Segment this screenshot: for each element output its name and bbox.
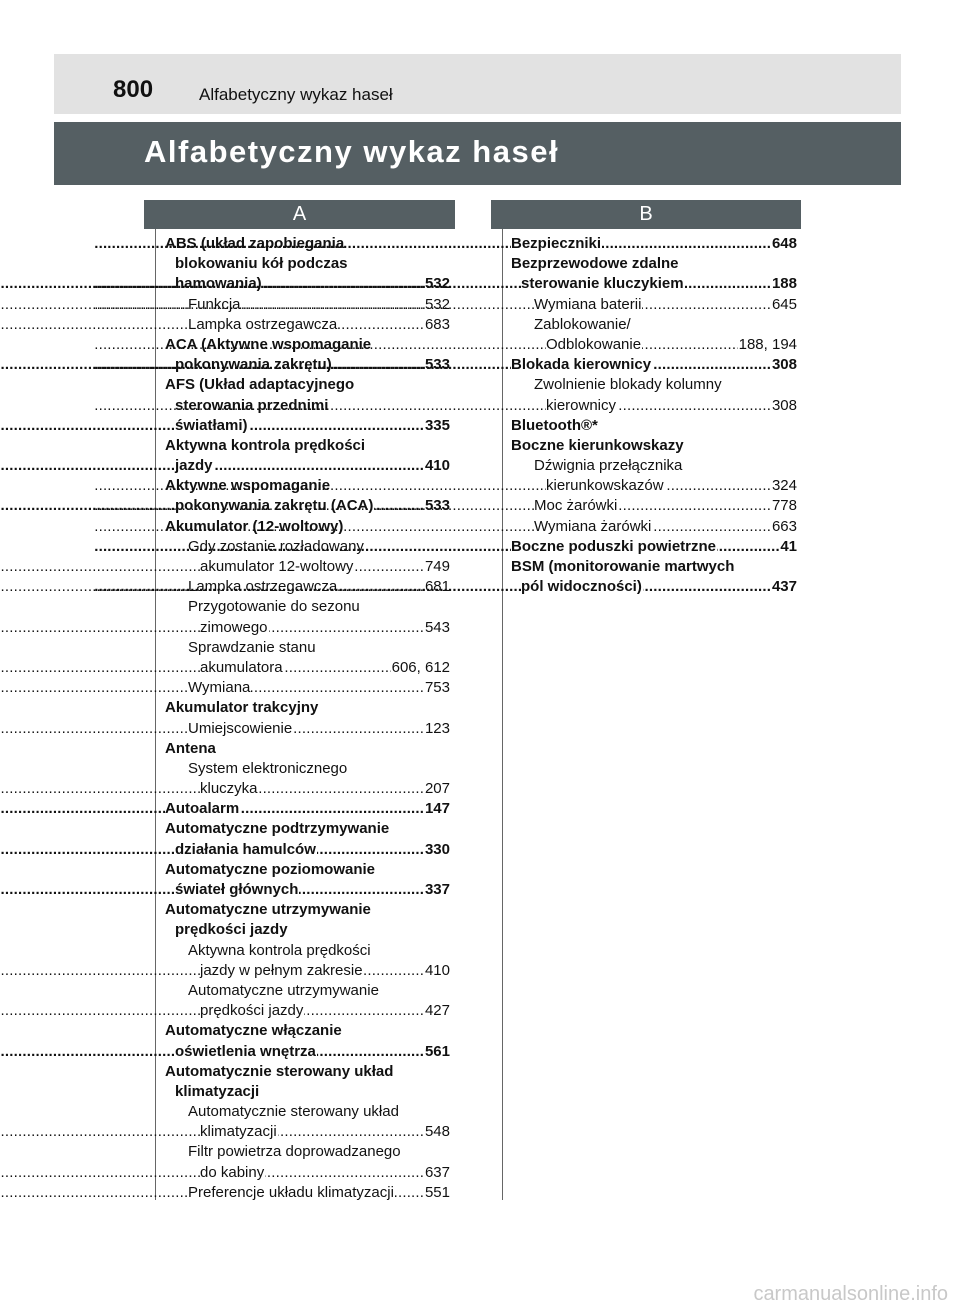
entry-term: Automatyczne podtrzymywanie [165, 820, 390, 838]
entry-term: Aktywna kontrola prędkości [188, 941, 371, 959]
entry-term: Automatyczne utrzymywanie [165, 901, 371, 919]
index-entry [165, 739, 450, 759]
index-entry [165, 941, 450, 961]
entry-term: prędkości jazdy [200, 1002, 304, 1020]
entry-page: 778 [771, 497, 797, 515]
entry-term: Automatyczne włączanie [165, 1022, 342, 1040]
entry-term: Filtr powietrza doprowadzanego [188, 1143, 401, 1161]
index-entry [511, 315, 797, 335]
entry-term: Sprawdzanie stanu [188, 638, 316, 656]
entry-page: 41 [780, 537, 797, 555]
index-entry [165, 1042, 450, 1062]
index-entry [165, 1163, 450, 1183]
entry-term: pokonywania zakrętu (ACA) [175, 497, 374, 515]
entry-page: 437 [771, 578, 797, 596]
entry-page: 427 [424, 1002, 450, 1020]
index-entry [165, 456, 450, 476]
index-entry [511, 537, 797, 557]
entry-term: świateł głównych [175, 881, 299, 898]
index-entry [165, 618, 450, 638]
entry-term: Autoalarm [165, 800, 240, 818]
index-entry [165, 375, 450, 395]
entry-term: Preferencje układu klimatyzacji [188, 1183, 394, 1201]
entry-page: 308 [771, 356, 797, 374]
index-entry [165, 638, 450, 658]
entry-term: System elektronicznego [188, 759, 348, 777]
index-entry [165, 1001, 450, 1021]
entry-term: działania hamulców [175, 840, 316, 858]
entry-page: 533 [424, 356, 450, 374]
index-entry [165, 799, 450, 819]
entry-term: Automatyczne poziomowanie [165, 860, 376, 878]
entry-page: 637 [424, 1163, 450, 1181]
entry-page: 335 [424, 416, 450, 434]
entry-term: jazdy [175, 457, 213, 475]
entry-page: 645 [771, 295, 797, 313]
index-column-a [165, 234, 450, 1203]
index-entry [165, 779, 450, 799]
entry-term: Bezpieczniki [511, 235, 602, 252]
section-header-a: A [144, 200, 455, 229]
entry-term: oświetlenia wnętrza [175, 1042, 316, 1060]
index-entry [511, 476, 797, 496]
entry-term: ACA (Aktywne wspomaganie [165, 335, 372, 353]
entry-term: Akumulator (12-woltowy) [165, 517, 344, 535]
index-entry [511, 396, 797, 416]
entry-page: 533 [424, 497, 450, 515]
entry-term: hamowania) [175, 275, 262, 293]
entry-page: 648 [771, 235, 797, 252]
index-entry [165, 900, 450, 920]
entry-term: akumulator 12-woltowy [200, 558, 354, 575]
index-entry [165, 920, 450, 940]
entry-page: 337 [424, 881, 450, 898]
entry-term: Gdy zostanie rozładowany [188, 537, 364, 555]
entry-page: 123 [424, 719, 450, 737]
entry-term: akumulatora [200, 658, 283, 676]
index-entry [165, 557, 450, 577]
index-column-b [511, 234, 797, 597]
entry-page: 330 [424, 840, 450, 858]
index-entry [511, 274, 797, 294]
entry-page: 308 [771, 396, 797, 414]
index-entry [511, 456, 797, 476]
entry-page: 532 [424, 275, 450, 293]
index-entry [511, 375, 797, 395]
entry-term: klimatyzacji [175, 1082, 260, 1100]
running-title: Alfabetyczny wykaz haseł [199, 85, 393, 104]
watermark: carmanualsonline.info [753, 1283, 948, 1305]
index-entry [165, 819, 450, 839]
entry-term: kierownicy [546, 396, 617, 414]
entry-term: Dźwignia przełącznika [534, 457, 683, 475]
index-entry [511, 335, 797, 355]
index-entry [165, 840, 450, 860]
entry-page: 188, 194 [738, 335, 797, 353]
entry-term: Automatycznie sterowany układ [188, 1103, 399, 1121]
index-entry [165, 719, 450, 739]
entry-page: 188 [771, 275, 797, 293]
index-entry [165, 981, 450, 1001]
index-entry [165, 416, 450, 436]
entry-page: 753 [424, 679, 450, 697]
index-entry [511, 517, 797, 537]
index-entry [165, 759, 450, 779]
index-entry [511, 295, 797, 315]
entry-page: 543 [424, 618, 450, 636]
entry-page: 663 [771, 517, 797, 535]
index-entry [165, 1183, 450, 1203]
entry-term: Lampka ostrzegawcza [188, 315, 338, 333]
index-entry [511, 355, 797, 375]
entry-term: Bluetooth®* [511, 416, 598, 434]
entry-page: 561 [424, 1042, 450, 1060]
entry-term: Zablokowanie/ [534, 315, 631, 333]
entry-term: Akumulator trakcyjny [165, 699, 319, 717]
index-entry [165, 1062, 450, 1082]
entry-term: kluczyka [200, 780, 258, 798]
entry-term: Moc żarówki [534, 497, 618, 515]
entry-term: Bezprzewodowe zdalne [511, 255, 679, 273]
entry-term: blokowaniu kół podczas [175, 255, 348, 273]
index-entry [165, 436, 450, 456]
index-entry [165, 1142, 450, 1162]
index-entry [165, 1082, 450, 1102]
index-entry [165, 860, 450, 880]
index-entry [511, 254, 797, 274]
entry-term: Automatyczne utrzymywanie [188, 981, 379, 999]
entry-term: Lampka ostrzegawcza [188, 578, 338, 596]
entry-term: sterowania przednimi [175, 396, 329, 414]
entry-page: 532 [424, 295, 450, 313]
entry-page: 324 [771, 477, 797, 495]
index-entry [511, 557, 797, 577]
entry-page: 147 [424, 800, 450, 818]
entry-term: Umiejscowienie [188, 719, 293, 737]
entry-term: AFS (Układ adaptacyjnego [165, 376, 355, 394]
entry-page: 681 [424, 578, 450, 596]
entry-term: Boczne poduszki powietrzne [511, 537, 717, 555]
entry-term: Wymiana baterii [534, 295, 642, 313]
entry-term: Antena [165, 739, 216, 757]
entry-page: 683 [424, 315, 450, 333]
page-number: 800 [113, 76, 154, 103]
entry-term: światłami) [175, 416, 248, 434]
index-entry [511, 416, 797, 436]
entry-term: pokonywania zakrętu) [175, 356, 332, 374]
entry-page: 749 [424, 558, 450, 575]
index-entry [165, 254, 450, 274]
index-entry [511, 577, 797, 597]
page-title: Alfabetyczny wykaz haseł [144, 134, 560, 169]
header-bar [54, 54, 901, 114]
entry-term: Wymiana [188, 679, 251, 697]
entry-page: 207 [424, 780, 450, 798]
index-entry [165, 597, 450, 617]
index-entry [511, 436, 797, 456]
entry-term: zimowego [200, 618, 268, 636]
entry-term: Aktywna kontrola prędkości [165, 436, 366, 454]
index-entry [165, 658, 450, 678]
entry-term: Boczne kierunkowskazy [511, 436, 684, 454]
entry-page: 410 [424, 961, 450, 979]
entry-term: Funkcja [188, 295, 241, 313]
entry-term: ABS (układ zapobiegania [165, 235, 345, 252]
index-entry [165, 880, 450, 900]
entry-term: Blokada kierownicy [511, 356, 652, 374]
index-entry [165, 698, 450, 718]
index-entry [165, 315, 450, 335]
index-entry [165, 1102, 450, 1122]
entry-term: Przygotowanie do sezonu [188, 598, 360, 616]
entry-term: Odblokowanie [546, 335, 642, 353]
entry-page: 410 [424, 457, 450, 475]
entry-term: prędkości jazdy [175, 921, 288, 939]
entry-page: 551 [424, 1183, 450, 1201]
section-header-b: B [491, 200, 801, 229]
index-entry [165, 678, 450, 698]
entry-term: BSM (monitorowanie martwych [511, 558, 735, 575]
entry-term: Wymiana żarówki [534, 517, 652, 535]
entry-term: jazdy w pełnym zakresie [200, 961, 363, 979]
index-entry [511, 234, 797, 254]
index-entry [165, 961, 450, 981]
entry-page: 606, 612 [391, 658, 450, 676]
entry-term: Automatycznie sterowany układ [165, 1062, 394, 1080]
index-entry [511, 496, 797, 516]
entry-page: 548 [424, 1123, 450, 1141]
index-entry [165, 1021, 450, 1041]
entry-term: sterowanie kluczykiem [521, 275, 684, 293]
index-entry [165, 1122, 450, 1142]
entry-term: Zwolnienie blokady kolumny [534, 376, 722, 394]
entry-term: pól widoczności) [521, 578, 642, 596]
entry-term: kierunkowskazów [546, 477, 664, 495]
entry-term: do kabiny [200, 1163, 265, 1181]
entry-term: klimatyzacji [200, 1123, 277, 1141]
entry-term: Aktywne wspomaganie [165, 477, 331, 495]
